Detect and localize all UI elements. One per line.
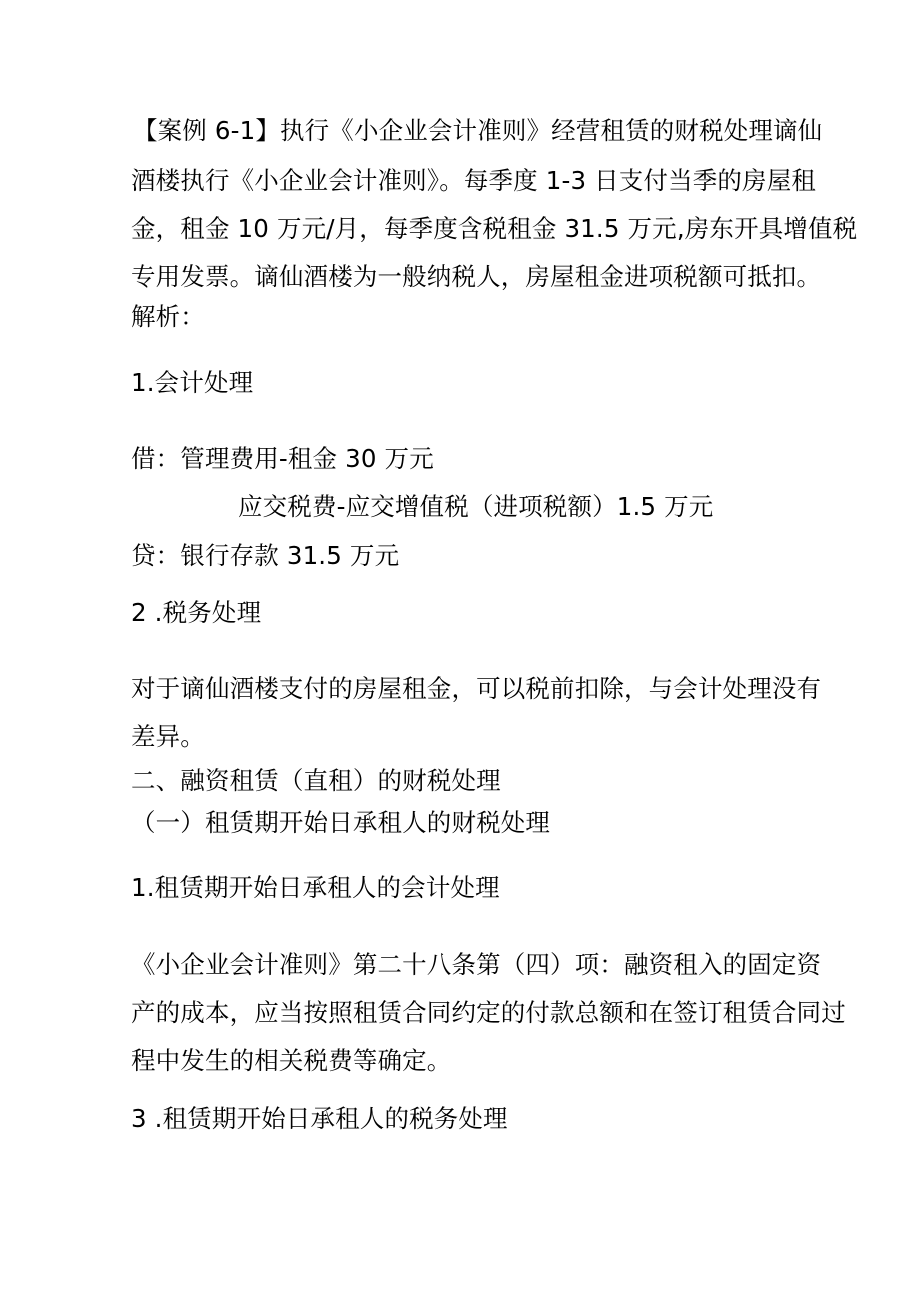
debit-entry-tax: 应交税费-应交增值税（进项税额）1.5 万元 — [238, 492, 714, 521]
tax-line-2: 差异。 — [131, 722, 205, 751]
lessee-accounting-subheading: 1.租赁期开始日承租人的会计处理 — [131, 873, 500, 902]
lessee-start-heading: （一）租赁期开始日承租人的财税处理 — [131, 808, 551, 837]
finance-lease-heading: 二、融资租赁（直租）的财税处理 — [131, 766, 501, 795]
case-line-4: 专用发票。谪仙酒楼为一般纳税人，房屋租金进项税额可抵扣。 — [131, 262, 822, 291]
tax-line-1: 对于谪仙酒楼支付的房屋租金，可以税前扣除，与会计处理没有 — [131, 674, 822, 703]
analysis-label: 解析： — [131, 302, 205, 331]
section-accounting-heading: 1.会计处理 — [131, 368, 254, 397]
section-tax-heading: 2 .税务处理 — [131, 598, 262, 627]
debit-entry: 借：管理费用-租金 30 万元 — [131, 444, 434, 473]
rule-line-1: 《小企业会计准则》第二十八条第（四）项：融资租入的固定资 — [131, 950, 822, 979]
case-line-1: 【案例 6-1】执行《小企业会计准则》经营租赁的财税处理谪仙 — [133, 116, 823, 145]
credit-entry: 贷：银行存款 31.5 万元 — [131, 541, 400, 570]
case-line-3: 金，租金 10 万元/月，每季度含税租金 31.5 万元,房东开具增值税 — [131, 214, 858, 243]
rule-line-2: 产的成本，应当按照租赁合同约定的付款总额和在签订租赁合同过 — [131, 998, 846, 1027]
lessee-tax-subheading: 3 .租赁期开始日承租人的税务处理 — [131, 1104, 508, 1133]
rule-line-3: 程中发生的相关税费等确定。 — [131, 1046, 452, 1075]
case-line-2: 酒楼执行《小企业会计准则》。每季度 1-3 日支付当季的房屋租 — [131, 166, 816, 195]
